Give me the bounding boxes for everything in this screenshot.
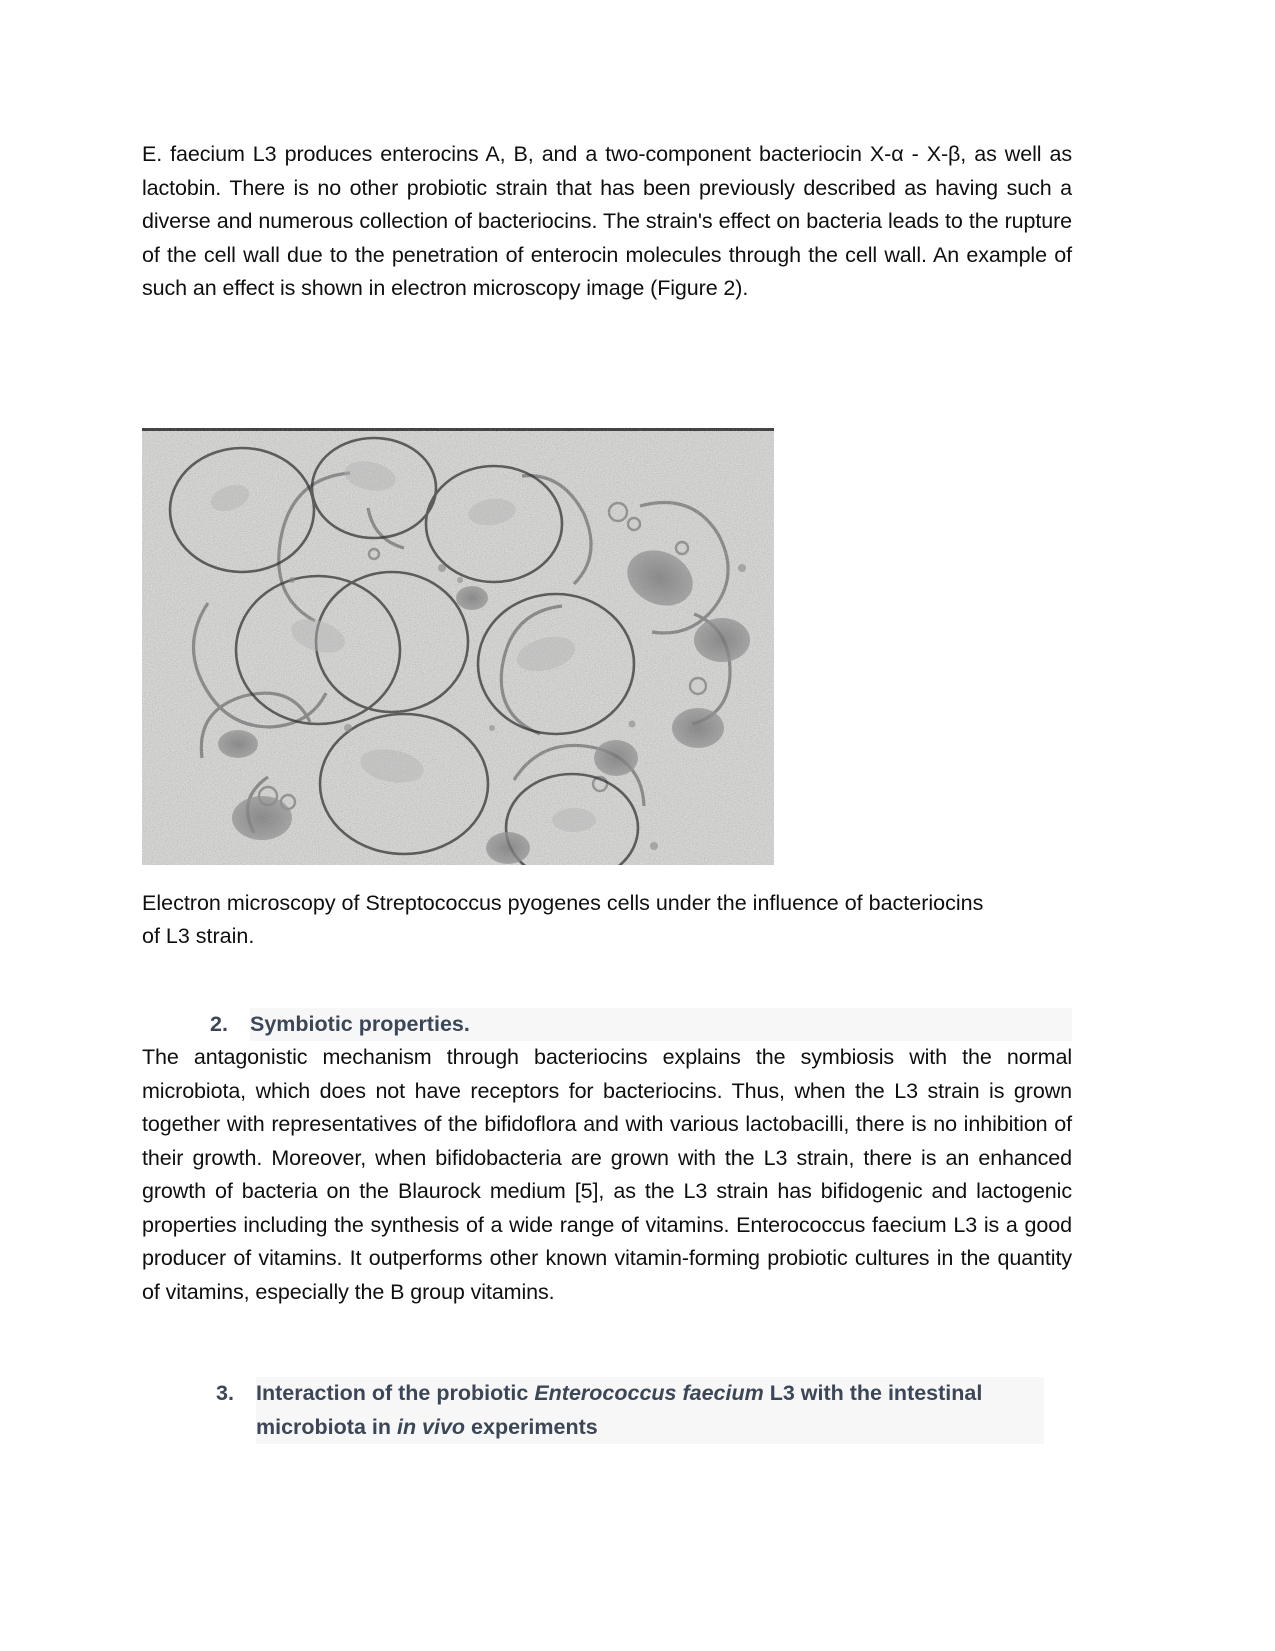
- document-content: [142, 138, 1072, 1444]
- heading-text-2: Symbiotic properties.: [250, 1008, 1072, 1042]
- heading-number-3: 3.: [216, 1381, 234, 1405]
- figure-caption: Electron microscopy of Streptococcus pyogenes cells under the influence of bacteriocins of L3 strain.: [142, 890, 984, 948]
- heading-3-part-2: L3 with the intestinal microbiota in: [256, 1381, 983, 1439]
- figure-2: [142, 428, 1072, 954]
- heading-symbiotic-properties: [210, 1008, 1072, 1042]
- heading-3-italic-species: Enterococcus faecium: [534, 1381, 764, 1405]
- heading-3-part-1: Interaction of the probiotic: [256, 1381, 535, 1405]
- electron-microscopy-image: [142, 428, 774, 865]
- heading-text-3: [256, 1377, 1044, 1444]
- heading-number-2: 2.: [210, 1011, 228, 1036]
- heading-interaction-in-vivo: [216, 1377, 1044, 1444]
- paragraph-intro: E. faecium L3 produces enterocins A, B, and a two-component bacteriocin X-α - X-β, as well as lactobin. There is no other probiotic strain that has been previously described as having such a diverse and numerous collection of bacteriocins. The strain's effect on bacteria leads to the rupture of the cell wall due to the penetration of enterocin molecules through the cell wall. An example of such an effect is shown in electron microscopy image (Figure 2).: [142, 142, 1072, 300]
- heading-3-italic-invivo: in vivo: [396, 1414, 466, 1439]
- paragraph-symbiotic: The antagonistic mechanism through bacteriocins explains the symbiosis with the normal microbiota, which does not have receptors for bacteriocins. Thus, when the L3 strain is grown together with representatives of the bifidoflora and with various lactobacilli, there is no inhibition of their growth. Moreover, when bifidobacteria are grown with the L3 strain, there is an enhanced growth of bacteria on the Blaurock medium [5], as the L3 strain has bifidogenic and lactogenic properties including the synthesis of a wide range of vitamins. Enterococcus faecium L3 is a good producer of vitamins. It outperforms other known vitamin-forming probiotic cultures in the quantity of vitamins, especially the B group vitamins.: [142, 1045, 1072, 1304]
- heading-3-part-3: experiments: [465, 1414, 598, 1439]
